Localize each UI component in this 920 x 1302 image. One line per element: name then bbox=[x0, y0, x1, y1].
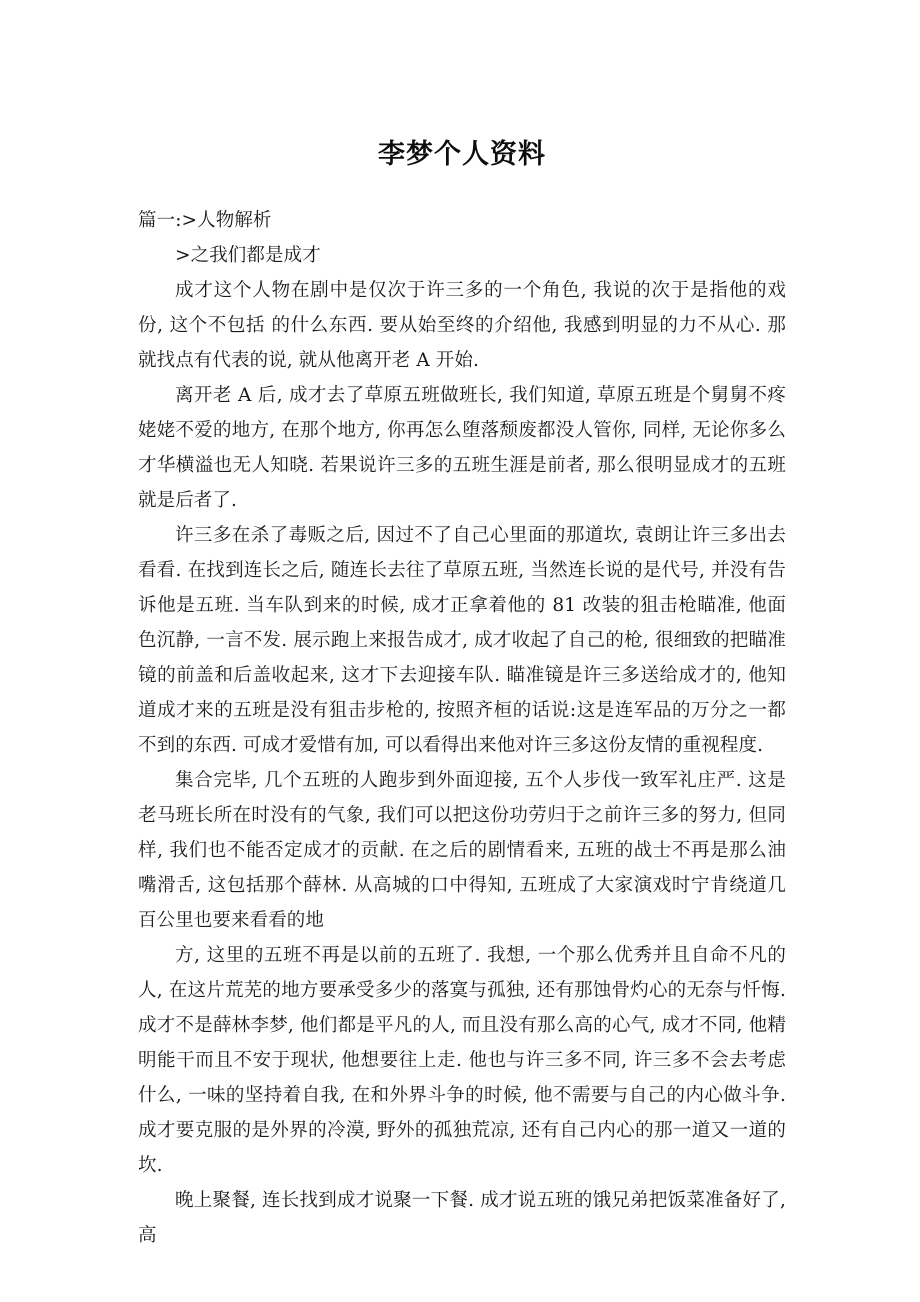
source-line: 篇一:>人物解析 bbox=[138, 210, 272, 231]
document-body bbox=[138, 0, 786, 1253]
page-title: 李梦个人资料 bbox=[378, 139, 546, 170]
paragraph-5: 方, 这里的五班不再是以前的五班了. 我想, 一个那么优秀并且自命不凡的人, 在这片荒芜的地方要承受多少的落寞与孤独, 还有那蚀骨灼心的无奈与忏悔. 成才不是薛林李梦, 他们都是平凡的人, 而且没有那么高的心气, 成才不同, 他精明能干而且不安于现状, 他想要往上走. 他也与许三多不同, 许三多不会去考虑什么, 一味的坚持着自我, 在和外界斗争的时候, 他不需要与自己的内心做斗争. 成才要克服的是外界的冷漠, 野外的孤独荒凉, 还有自己内心的那一道又一道的坎. bbox=[138, 945, 786, 1176]
paragraph-6: 晚上聚餐, 连长找到成才说聚一下餐. 成才说五班的饿兄弟把饭菜准备好了, 高 bbox=[138, 1190, 786, 1246]
subtitle-line: >之我们都是成才 bbox=[175, 245, 321, 266]
paragraph-3: 许三多在杀了毒贩之后, 因过不了自己心里面的那道坎, 袁朗让许三多出去看看. 在找到连长之后, 随连长去往了草原五班, 当然连长说的是代号, 并没有告诉他是五班. 当车队到来的时候, 成才正拿着他的 81 改装的狙击枪瞄准, 他面色沉静, 一言不发. 展示跑上来报告成才, 成才收起了自己的枪, 很细致的把瞄准镜的前盖和后盖收起来, 这才下去迎接车队. 瞄准镜是许三多送给成才的, 他知道成才来的五班是没有狙击步枪的, 按照齐桓的话说:这是连军品的万分之一都不到的东西. 可成才爱惜有加, 可以看得出来他对许三多这份友情的重视程度. bbox=[138, 525, 786, 756]
paragraph-container bbox=[138, 203, 786, 1253]
paragraph-4: 集合完毕, 几个五班的人跑步到外面迎接, 五个人步伐一致军礼庄严. 这是老马班长所在时没有的气象, 我们可以把这份功劳归于之前许三多的努力, 但同样, 我们也不能否定成才的贡献. 在之后的剧情看来, 五班的战士不再是那么油嘴滑舌, 这包括那个薛林. 从高城的口中得知, 五班成了大家演戏时宁肯绕道几百公里也要来看看的地 bbox=[138, 770, 786, 931]
paragraph-2: 离开老 A 后, 成才去了草原五班做班长, 我们知道, 草原五班是个舅舅不疼姥姥不爱的地方, 在那个地方, 你再怎么堕落颓废都没人管你, 同样, 无论你多么才华横溢也无人知晓. 若果说许三多的五班生涯是前者, 那么很明显成才的五班就是后者了. bbox=[138, 385, 786, 511]
paragraph-1: 成才这个人物在剧中是仅次于许三多的一个角色, 我说的次于是指他的戏份, 这个不包括 的什么东西. 要从始至终的介绍他, 我感到明显的力不从心. 那就找点有代表的说, 就从他离开老 A 开始. bbox=[138, 280, 786, 371]
